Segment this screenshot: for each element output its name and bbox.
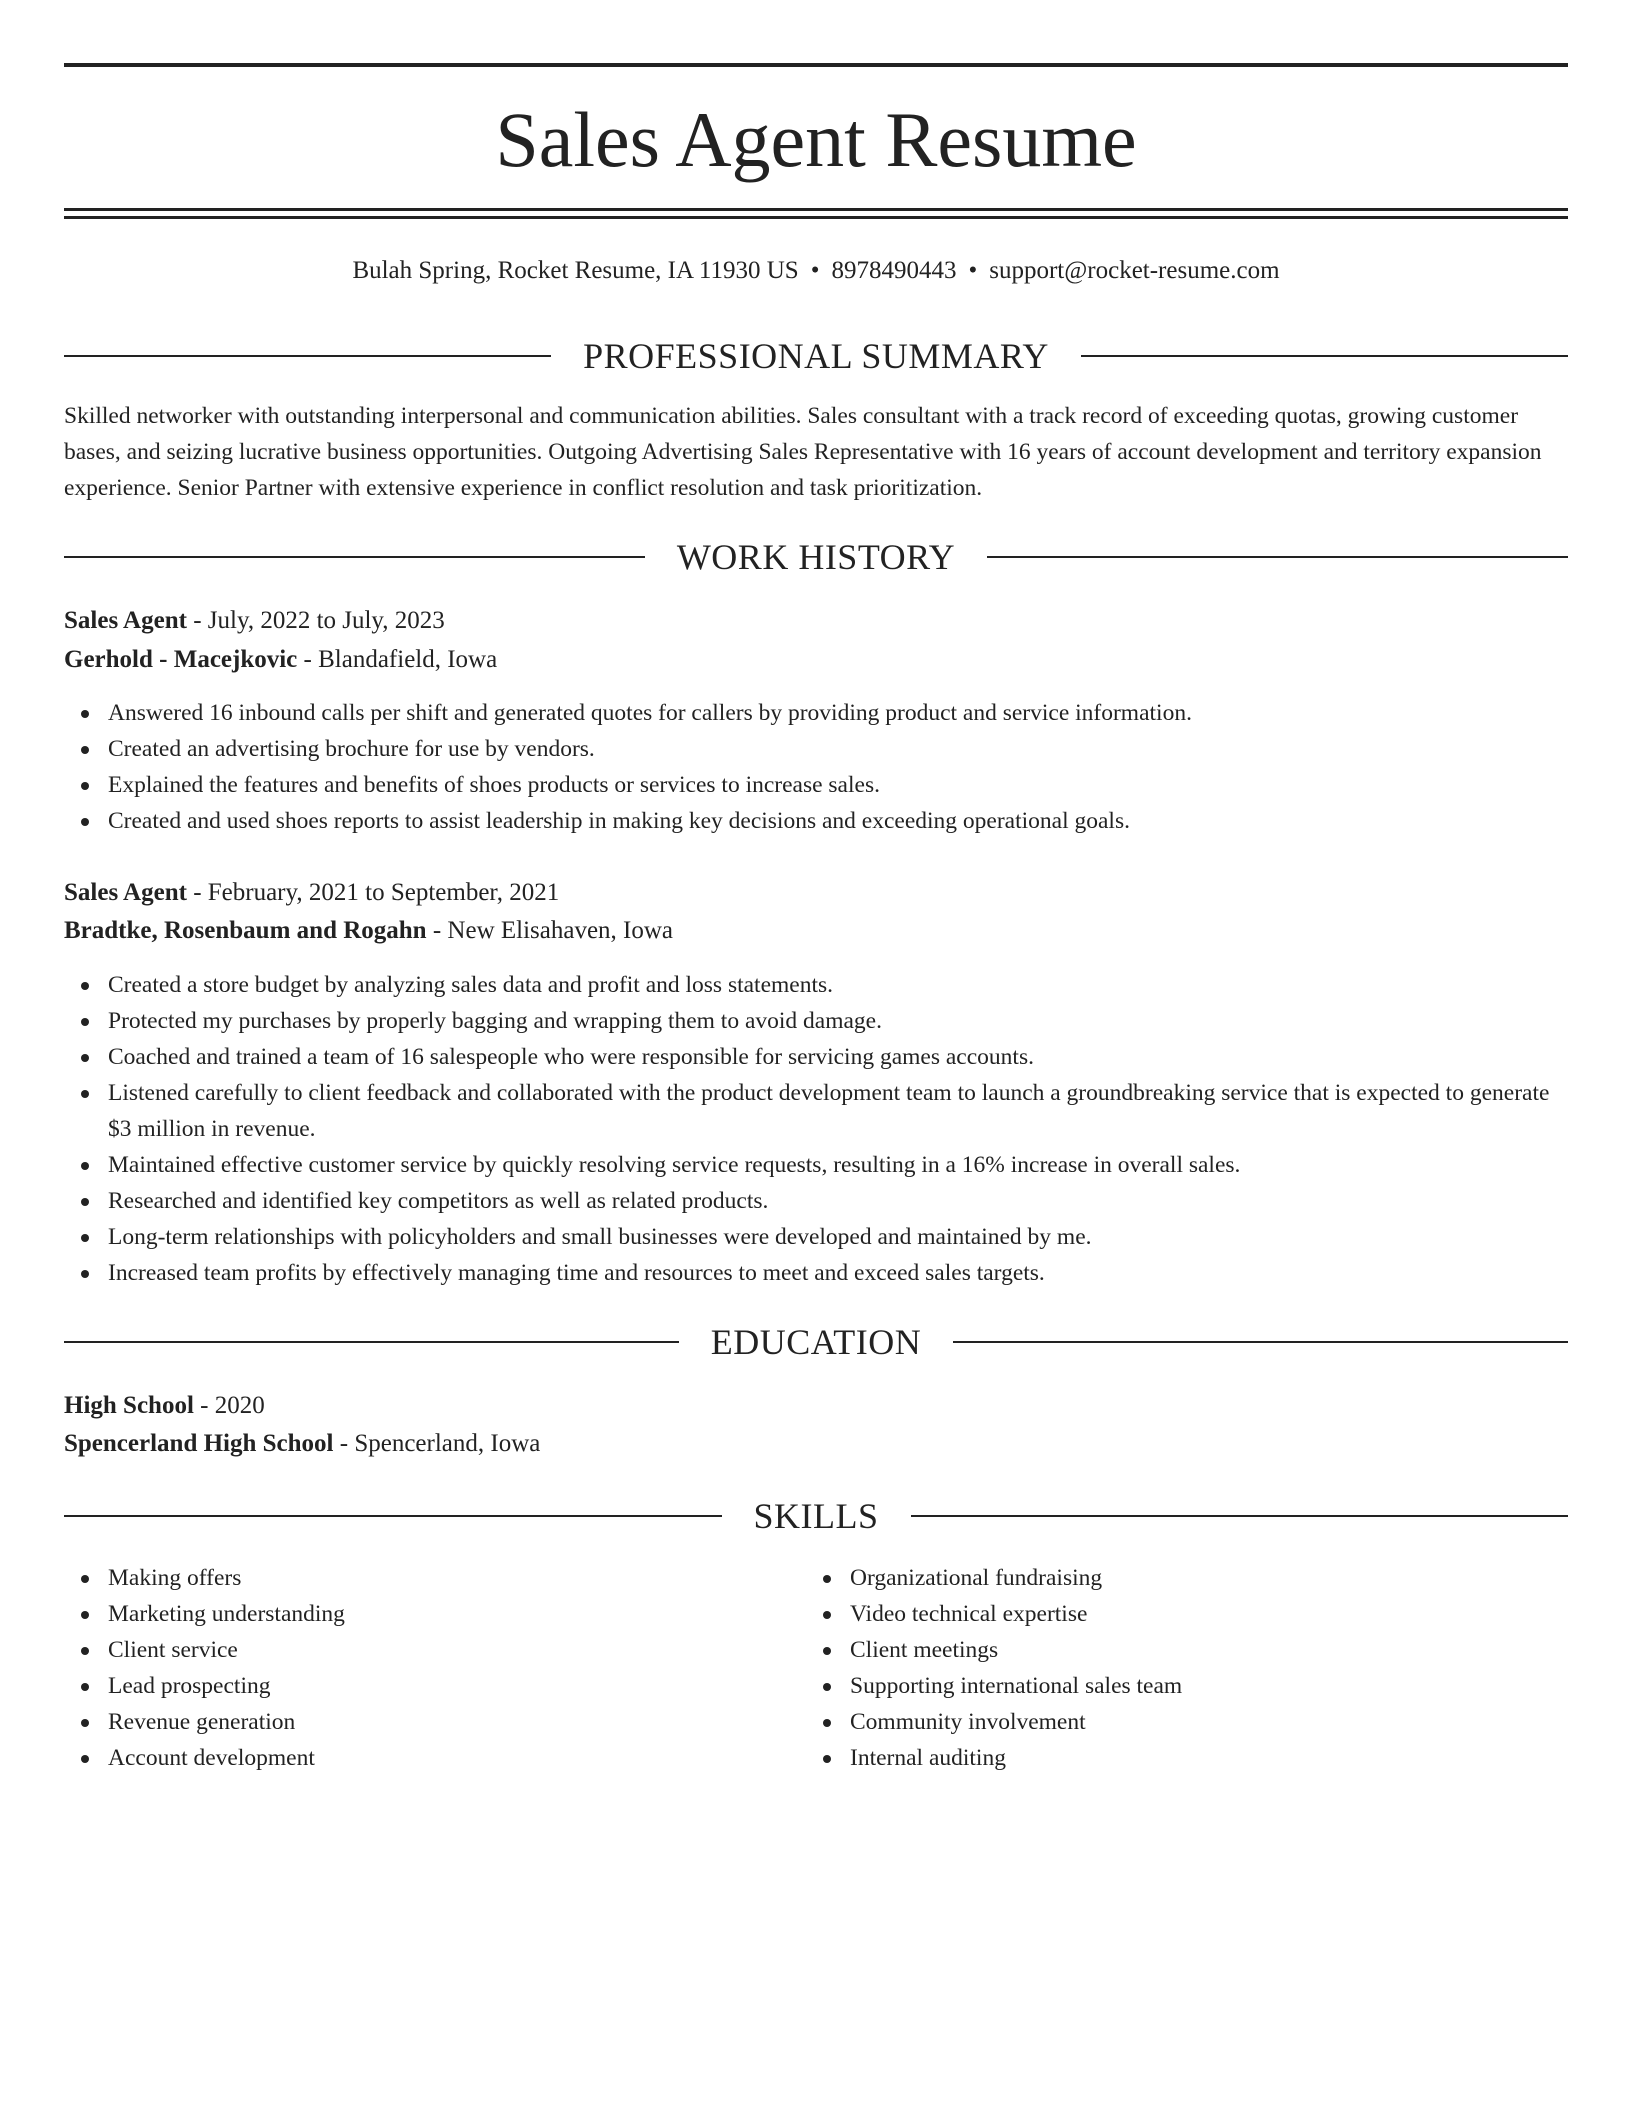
section-title: PROFESSIONAL SUMMARY: [583, 336, 1049, 376]
skills-list-right: [806, 1560, 1568, 1776]
skill-item: Organizational fundraising: [806, 1560, 1568, 1596]
job-dates: - July, 2022 to July, 2023: [186, 607, 445, 634]
education-location: - Spencerland, Iowa: [333, 1430, 541, 1457]
skill-item: Community involvement: [806, 1704, 1568, 1740]
job-bullets: [64, 967, 1568, 1291]
list-item: Explained the features and benefits of shoes products or services to increase sales.: [64, 767, 1568, 803]
title-rule-upper: [64, 208, 1568, 211]
heading-rule: [987, 556, 1568, 558]
section-heading-skills: [64, 1494, 1568, 1538]
skill-item: Account development: [64, 1740, 806, 1776]
education-school: Spencerland High School: [64, 1430, 334, 1457]
list-item: Listened carefully to client feedback and collaborated with the product development team to launch a groundbreaking service that is expected to generate $3 million in revenue.: [64, 1075, 1568, 1147]
section-heading-summary: [64, 334, 1568, 378]
skill-item: Client meetings: [806, 1632, 1568, 1668]
contact-phone: 8978490443: [831, 257, 957, 284]
job-title-line: [64, 602, 1568, 640]
job-role: Sales Agent: [64, 879, 187, 906]
job-company: Gerhold - Macejkovic: [64, 646, 298, 673]
skill-item: Lead prospecting: [64, 1668, 806, 1704]
list-item: Created a store budget by analyzing sales data and profit and loss statements.: [64, 967, 1568, 1003]
skill-item: Video technical expertise: [806, 1596, 1568, 1632]
skill-item: Revenue generation: [64, 1704, 806, 1740]
section-title: WORK HISTORY: [676, 537, 956, 577]
contact-separator: •: [968, 257, 978, 284]
heading-rule: [64, 556, 645, 558]
job-location: - Blandafield, Iowa: [297, 646, 498, 673]
list-item: Protected my purchases by properly bagging and wrapping them to avoid damage.: [64, 1003, 1568, 1039]
heading-rule: [953, 1341, 1568, 1343]
skill-item: Client service: [64, 1632, 806, 1668]
skill-item: Internal auditing: [806, 1740, 1568, 1776]
education-degree-line: [64, 1387, 1568, 1425]
section-heading-work-history: [64, 535, 1568, 579]
job-location: - New Elisahaven, Iowa: [426, 917, 674, 944]
list-item: Increased team profits by effectively managing time and resources to meet and exceed sales targets.: [64, 1255, 1568, 1291]
top-rule: [64, 63, 1568, 67]
title-rule-lower: [64, 216, 1568, 219]
education-year: - 2020: [193, 1392, 265, 1419]
job-dates: - February, 2021 to September, 2021: [186, 879, 560, 906]
skill-item: Making offers: [64, 1560, 806, 1596]
list-item: Long-term relationships with policyholders and small businesses were developed and maintained by me.: [64, 1219, 1568, 1255]
education-degree: High School: [64, 1392, 194, 1419]
job-company-line: [64, 912, 1568, 950]
page-title: Sales Agent Resume: [495, 96, 1137, 183]
list-item: Created an advertising brochure for use by vendors.: [64, 731, 1568, 767]
job-company-line: [64, 641, 1568, 679]
contact-separator: •: [810, 257, 820, 284]
heading-rule: [64, 1515, 722, 1517]
heading-rule: [911, 1515, 1569, 1517]
job-bullets: [64, 695, 1568, 839]
heading-rule: [64, 355, 551, 357]
skill-item: Marketing understanding: [64, 1596, 806, 1632]
contact-email: support@rocket-resume.com: [989, 257, 1280, 284]
heading-rule: [64, 1341, 679, 1343]
heading-rule: [1081, 355, 1568, 357]
skill-item: Supporting international sales team: [806, 1668, 1568, 1704]
list-item: Researched and identified key competitors as well as related products.: [64, 1183, 1568, 1219]
summary-text: Skilled networker with outstanding interpersonal and communication abilities. Sales consultant with a track record of exceeding quotas, growing customer bases, and seizing lucrative business opportunities. Outgoing Advertising Sales Representative with 16 years of account development and territory expansion experience. Senior Partner with extensive experience in conflict resolution and task prioritization.: [64, 403, 1542, 501]
section-heading-education: [64, 1320, 1568, 1364]
list-item: Created and used shoes reports to assist leadership in making key decisions and exceeding operational goals.: [64, 803, 1568, 839]
education-school-line: [64, 1425, 1568, 1463]
list-item: Answered 16 inbound calls per shift and generated quotes for callers by providing product and service information.: [64, 695, 1568, 731]
list-item: Coached and trained a team of 16 salespeople who were responsible for servicing games accounts.: [64, 1039, 1568, 1075]
section-title: SKILLS: [753, 1496, 879, 1536]
section-title: EDUCATION: [710, 1322, 922, 1362]
list-item: Maintained effective customer service by quickly resolving service requests, resulting in a 16% increase in overall sales.: [64, 1147, 1568, 1183]
job-title-line: [64, 874, 1568, 912]
contact-address: Bulah Spring, Rocket Resume, IA 11930 US: [352, 257, 799, 284]
job-company: Bradtke, Rosenbaum and Rogahn: [64, 917, 427, 944]
job-role: Sales Agent: [64, 607, 187, 634]
skills-list-left: [64, 1560, 806, 1776]
contact-line: [64, 254, 1568, 288]
